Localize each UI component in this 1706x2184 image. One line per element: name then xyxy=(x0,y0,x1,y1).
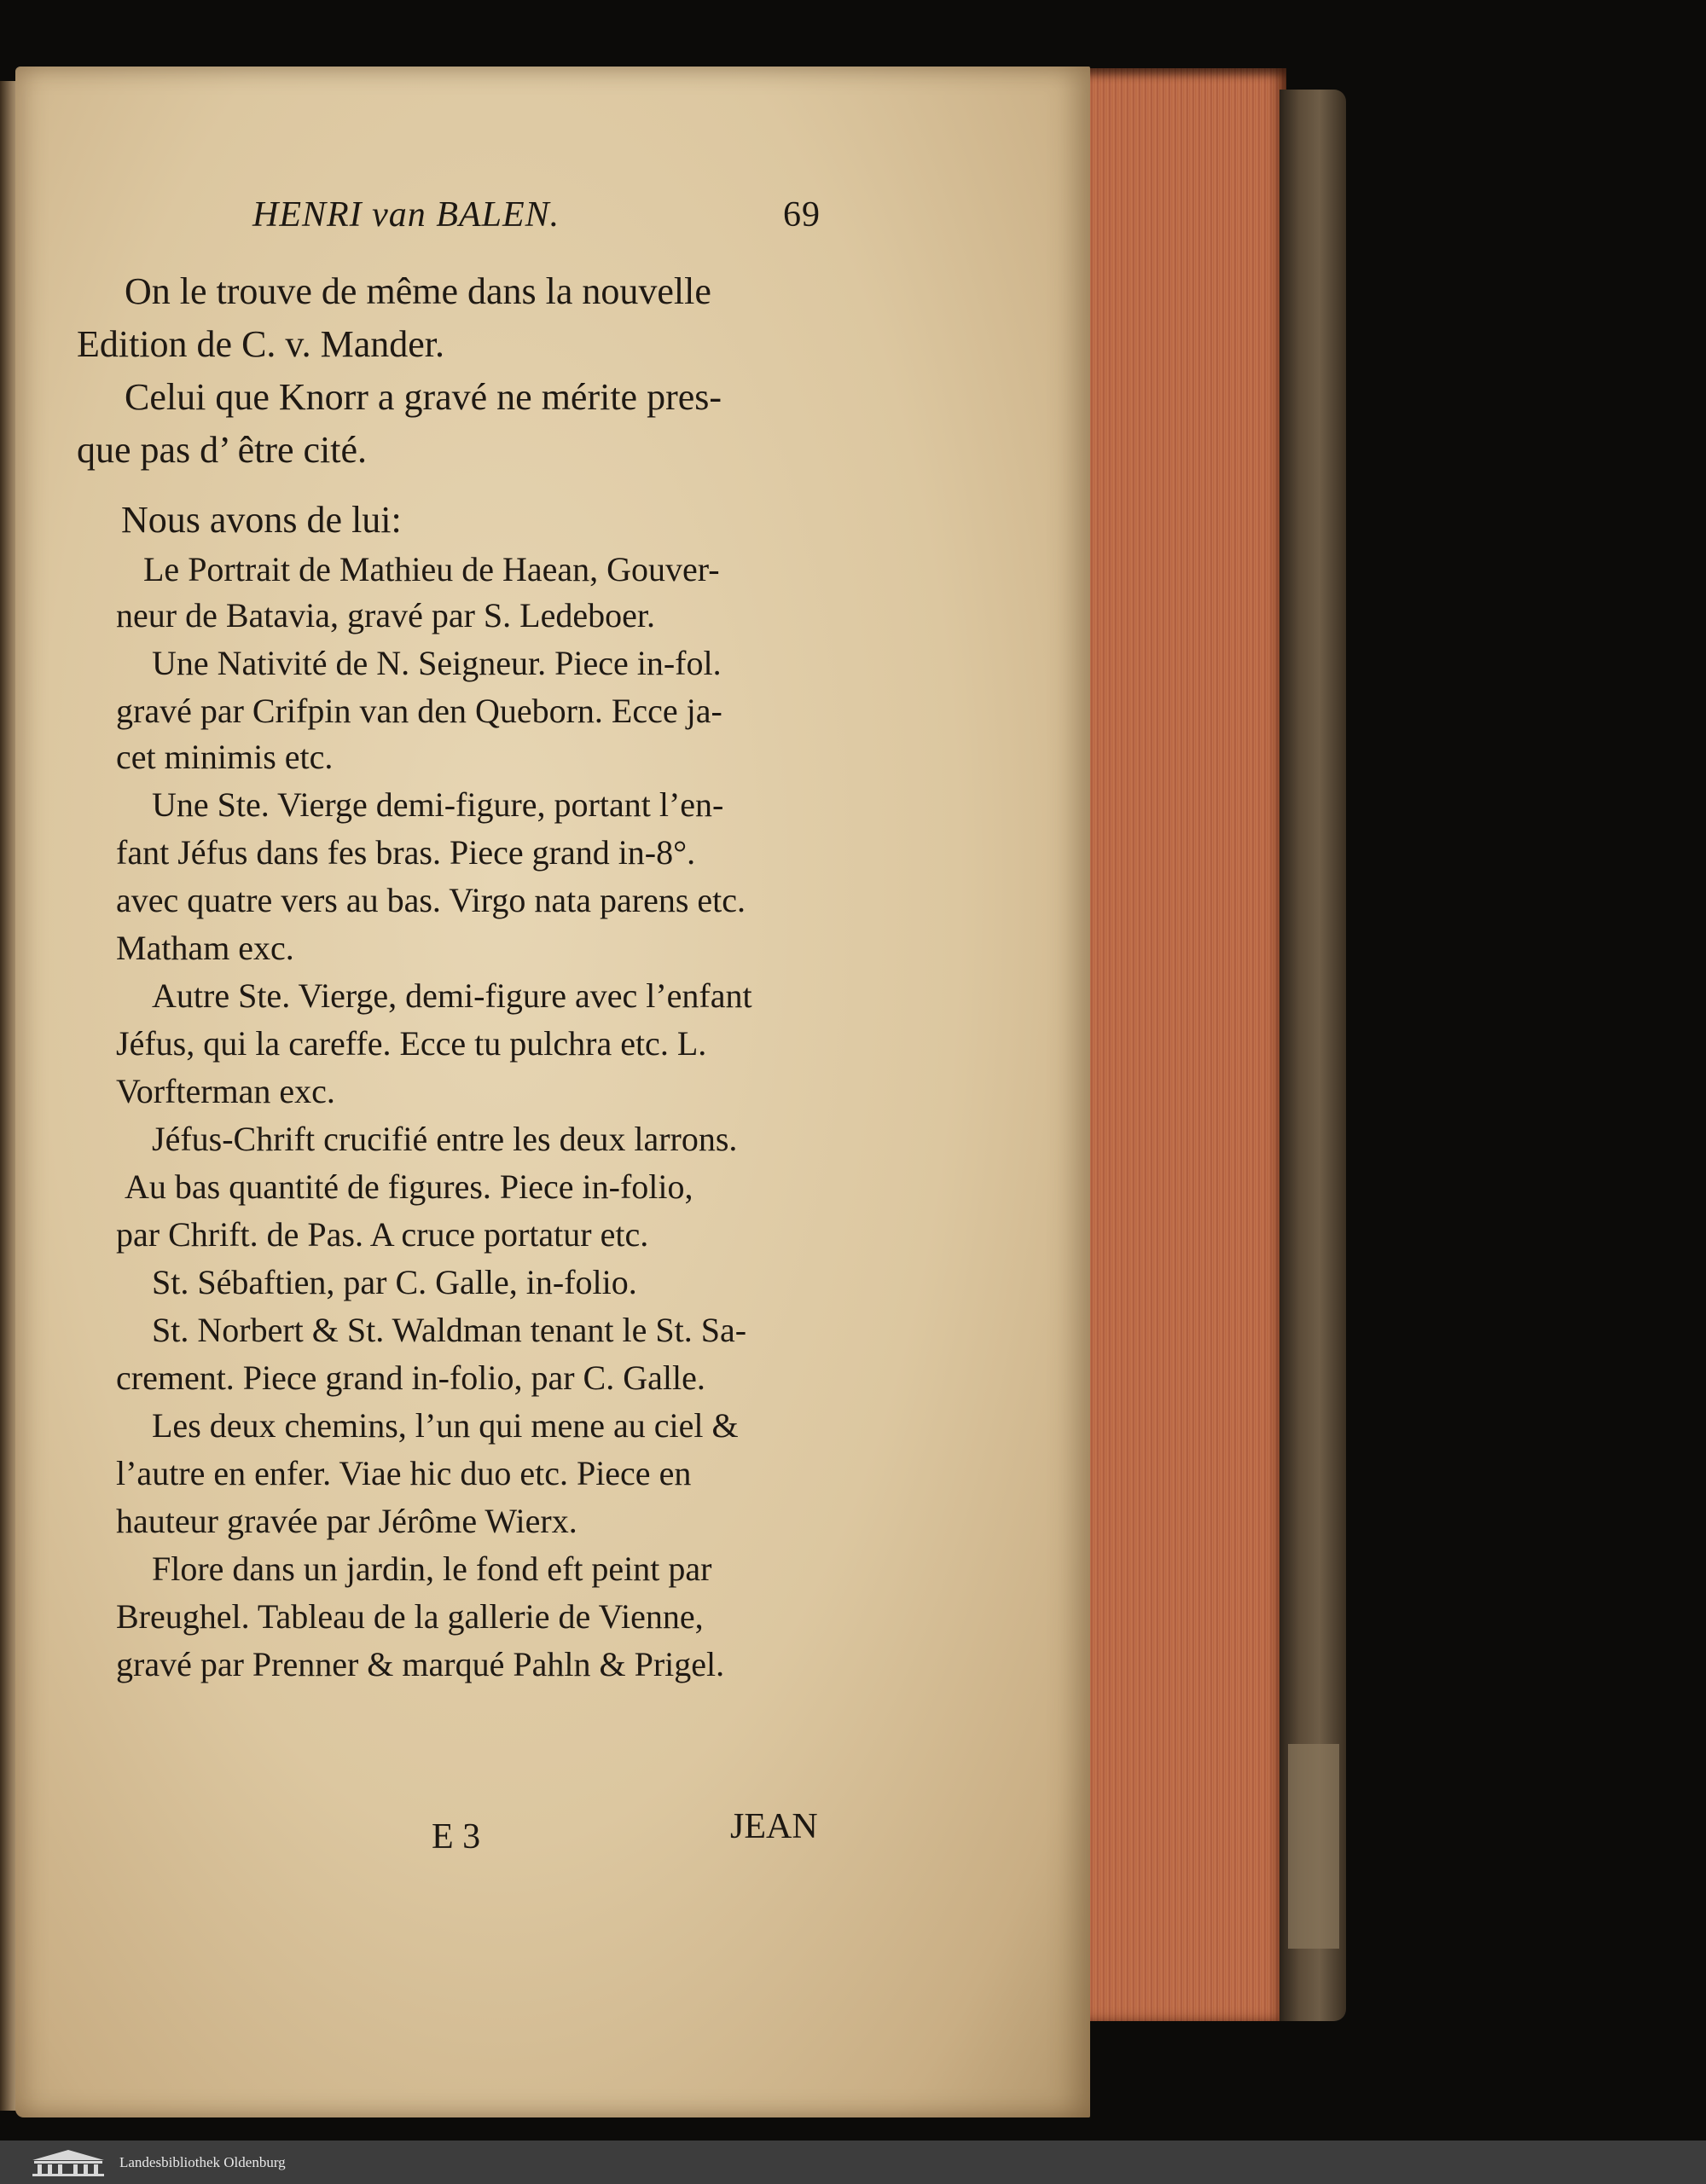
text-line: Le Portrait de Mathieu de Haean, Gouver- xyxy=(143,550,720,588)
running-head: HENRI van BALEN. xyxy=(252,195,560,235)
text-line: fant Jéfus dans fes bras. Piece grand in-8°. xyxy=(116,833,696,872)
text-line: Une Nativité de N. Seigneur. Piece in-fol. xyxy=(152,644,722,682)
page-number: 69 xyxy=(783,195,821,235)
book-cover xyxy=(1280,90,1346,2021)
text-line: cet minimis etc. xyxy=(116,738,334,776)
footer-bar xyxy=(0,2141,1706,2184)
text-line: Celui que Knorr a gravé ne mérite pres- xyxy=(125,376,722,418)
text-line: gravé par Prenner & marqué Pahln & Prigel. xyxy=(116,1645,725,1683)
text-line: crement. Piece grand in-folio, par C. Galle. xyxy=(116,1358,705,1397)
signature-mark: E 3 xyxy=(432,1817,481,1857)
text-line: gravé par Crifpin van den Queborn. Ecce ja- xyxy=(116,692,722,730)
library-building-icon xyxy=(29,2148,107,2177)
text-line: Une Ste. Vierge demi-figure, portant l’en- xyxy=(152,785,724,824)
book-page xyxy=(15,67,1090,2117)
text-line: hauteur gravée par Jérôme Wierx. xyxy=(116,1502,577,1540)
catchword: JEAN xyxy=(730,1807,818,1846)
text-line: Vorfterman exc. xyxy=(116,1072,335,1110)
cover-worn-patch xyxy=(1288,1744,1339,1949)
text-line: l’autre en enfer. Viae hic duo etc. Piece en xyxy=(116,1454,692,1492)
book-page-edges xyxy=(1082,68,1286,2021)
text-line: Au bas quantité de figures. Piece in-folio, xyxy=(125,1167,693,1206)
text-line: Flore dans un jardin, le fond eft peint par xyxy=(152,1550,712,1588)
text-line: que pas d’ être cité. xyxy=(77,429,368,471)
text-line: neur de Batavia, gravé par S. Ledeboer. xyxy=(116,596,655,634)
text-line: Matham exc. xyxy=(116,929,294,967)
text-line: Jéfus-Chrift crucifié entre les deux larrons. xyxy=(152,1120,738,1158)
text-line: Jéfus, qui la careffe. Ecce tu pulchra etc. L. xyxy=(116,1024,707,1063)
text-line: Breughel. Tableau de la gallerie de Vienne, xyxy=(116,1597,704,1636)
text-line: Autre Ste. Vierge, demi-figure avec l’enfant xyxy=(152,976,752,1015)
text-line: On le trouve de même dans la nouvelle xyxy=(125,270,711,312)
text-line: Edition de C. v. Mander. xyxy=(77,323,444,365)
text-line: avec quatre vers au bas. Virgo nata parens etc. xyxy=(116,881,746,919)
text-line: St. Norbert & St. Waldman tenant le St. Sa- xyxy=(152,1311,747,1349)
text-line: Les deux chemins, l’un qui mene au ciel & xyxy=(152,1406,739,1445)
text-line: Nous avons de lui: xyxy=(121,499,402,541)
library-name[interactable]: Landesbibliothek Oldenburg xyxy=(119,2153,286,2170)
text-line: par Chrift. de Pas. A cruce portatur etc. xyxy=(116,1215,649,1254)
text-line: St. Sébaftien, par C. Galle, in-folio. xyxy=(152,1263,637,1301)
